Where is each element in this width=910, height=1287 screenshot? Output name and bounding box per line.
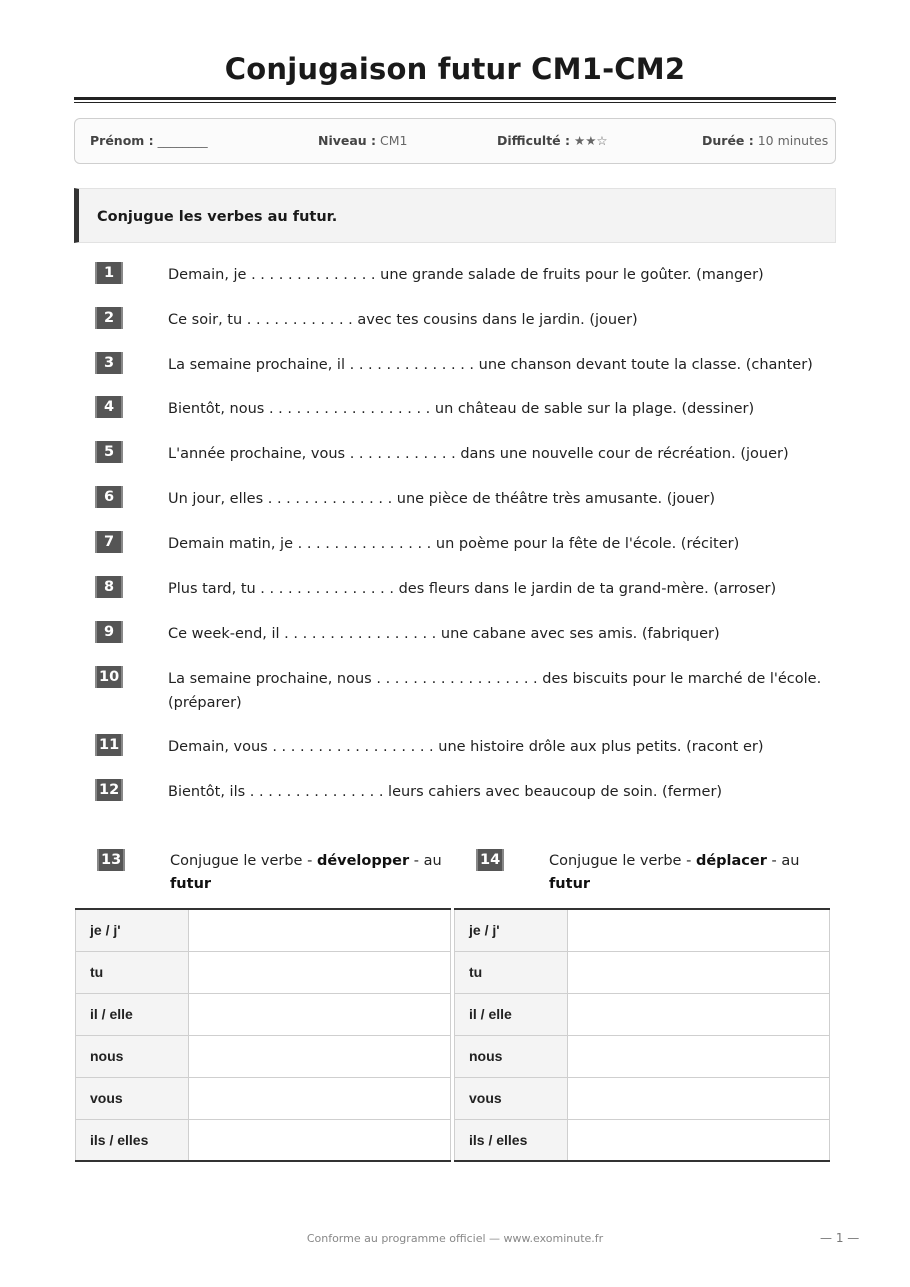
question-number: 10 <box>95 666 123 688</box>
pronoun-cell: il / elle <box>455 993 568 1035</box>
question-text[interactable]: Demain, je . . . . . . . . . . . . . . une grande salade de fruits pour le goûter. (manger) <box>168 267 764 283</box>
question-text[interactable]: Ce soir, tu . . . . . . . . . . . . avec tes cousins dans le jardin. (jouer) <box>168 312 638 328</box>
answer-cell[interactable] <box>568 1119 830 1161</box>
question-text[interactable]: Un jour, elles . . . . . . . . . . . . . . une pièce de théâtre très amusante. (jouer) <box>168 491 715 507</box>
answer-cell[interactable] <box>568 1077 830 1119</box>
question-text[interactable]: Plus tard, tu . . . . . . . . . . . . . . . des fleurs dans le jardin de ta grand-mère. (arroser) <box>168 581 777 597</box>
answer-cell[interactable] <box>568 1035 830 1077</box>
question-number: 1 <box>95 262 123 284</box>
title-rule <box>74 97 836 100</box>
table-row <box>76 1077 451 1119</box>
pronoun-cell: tu <box>455 951 568 993</box>
conjugation-instruction <box>170 850 460 896</box>
conjugation-table-14 <box>454 908 830 1162</box>
instruction-text: Conjugue les verbes au futur. <box>97 209 338 225</box>
prenom-label: Prénom : <box>90 133 154 148</box>
table-row <box>76 909 451 951</box>
answer-cell[interactable] <box>189 951 451 993</box>
question-number: 8 <box>95 576 123 598</box>
question-number: 4 <box>95 396 123 418</box>
prenom-field[interactable]: ________ <box>157 133 208 148</box>
question-number: 3 <box>95 352 123 374</box>
info-difficulte <box>497 133 608 148</box>
pronoun-cell: ils / elles <box>455 1119 568 1161</box>
question-text[interactable]: Ce week-end, il . . . . . . . . . . . . . . . . . une cabane avec ses amis. (fabriquer) <box>168 626 720 642</box>
table-row <box>455 909 830 951</box>
duree-value: 10 minutes <box>757 133 829 148</box>
question-number: 13 <box>97 849 125 871</box>
page-number: — 1 — <box>820 1231 860 1245</box>
table-row <box>455 1077 830 1119</box>
instruction-box <box>74 188 836 243</box>
answer-cell[interactable] <box>568 909 830 951</box>
table-row <box>455 1035 830 1077</box>
question-number: 12 <box>95 779 123 801</box>
table-row <box>76 1119 451 1161</box>
conj-tense: futur <box>549 876 591 892</box>
answer-cell[interactable] <box>189 1035 451 1077</box>
table-row <box>76 1035 451 1077</box>
info-box <box>74 118 836 164</box>
question-text[interactable]: L'année prochaine, vous . . . . . . . . . . . . dans une nouvelle cour de récréation. (jouer) <box>168 446 789 462</box>
table-row <box>455 951 830 993</box>
conj-verb: déplacer <box>695 853 767 869</box>
answer-cell[interactable] <box>189 1077 451 1119</box>
conjugation-table-13 <box>75 908 451 1162</box>
pronoun-cell: nous <box>76 1035 189 1077</box>
answer-cell[interactable] <box>189 993 451 1035</box>
answer-cell[interactable] <box>189 909 451 951</box>
pronoun-cell: ils / elles <box>76 1119 189 1161</box>
question-text[interactable]: La semaine prochaine, il . . . . . . . . . . . . . . une chanson devant toute la classe. (chanter) <box>168 357 813 373</box>
conj-prefix: Conjugue le verbe - <box>170 853 317 869</box>
answer-cell[interactable] <box>568 993 830 1035</box>
table-row <box>76 993 451 1035</box>
question-number: 6 <box>95 486 123 508</box>
question-number: 14 <box>476 849 504 871</box>
question-number: 7 <box>95 531 123 553</box>
difficulte-label: Difficulté : <box>497 133 570 148</box>
table-row <box>455 993 830 1035</box>
conj-prefix: Conjugue le verbe - <box>549 853 696 869</box>
niveau-value: CM1 <box>380 133 408 148</box>
question-text[interactable]: Demain matin, je . . . . . . . . . . . . . . . un poème pour la fête de l'école. (réciter) <box>168 536 740 552</box>
conj-middle: - au <box>766 853 800 869</box>
question-number: 2 <box>95 307 123 329</box>
conj-tense: futur <box>170 876 212 892</box>
question-text[interactable]: Bientôt, nous . . . . . . . . . . . . . . . . . . un château de sable sur la plage. (dessiner) <box>168 401 755 417</box>
question-number: 9 <box>95 621 123 643</box>
info-duree <box>702 133 828 148</box>
pronoun-cell: vous <box>76 1077 189 1119</box>
pronoun-cell: il / elle <box>76 993 189 1035</box>
pronoun-cell: tu <box>76 951 189 993</box>
question-text[interactable]: La semaine prochaine, nous . . . . . . . . . . . . . . . . . . des biscuits pour le marché de l'école. (préparer) <box>168 671 822 711</box>
conjugation-instruction <box>549 850 839 896</box>
answer-cell[interactable] <box>568 951 830 993</box>
pronoun-cell: vous <box>455 1077 568 1119</box>
info-prenom[interactable] <box>90 133 208 148</box>
answer-cell[interactable] <box>189 1119 451 1161</box>
question-number: 5 <box>95 441 123 463</box>
difficulty-stars: ★★☆ <box>573 133 608 148</box>
question-number: 11 <box>95 734 123 756</box>
pronoun-cell: nous <box>455 1035 568 1077</box>
title-rule-thin <box>74 102 836 103</box>
question-text[interactable]: Demain, vous . . . . . . . . . . . . . . . . . . une histoire drôle aux plus petits. (racont er) <box>168 739 764 755</box>
table-row <box>455 1119 830 1161</box>
page-title: Conjugaison futur CM1-CM2 <box>224 52 686 86</box>
question-text[interactable]: Bientôt, ils . . . . . . . . . . . . . . . leurs cahiers avec beaucoup de soin. (fermer) <box>168 784 723 800</box>
duree-label: Durée : <box>702 133 754 148</box>
footer-text: Conforme au programme officiel — www.exominute.fr <box>306 1232 604 1245</box>
conj-verb: développer <box>316 853 410 869</box>
pronoun-cell: je / j' <box>455 909 568 951</box>
info-niveau <box>318 133 408 148</box>
pronoun-cell: je / j' <box>76 909 189 951</box>
table-row <box>76 951 451 993</box>
conj-middle: - au <box>409 853 442 869</box>
niveau-label: Niveau : <box>318 133 377 148</box>
